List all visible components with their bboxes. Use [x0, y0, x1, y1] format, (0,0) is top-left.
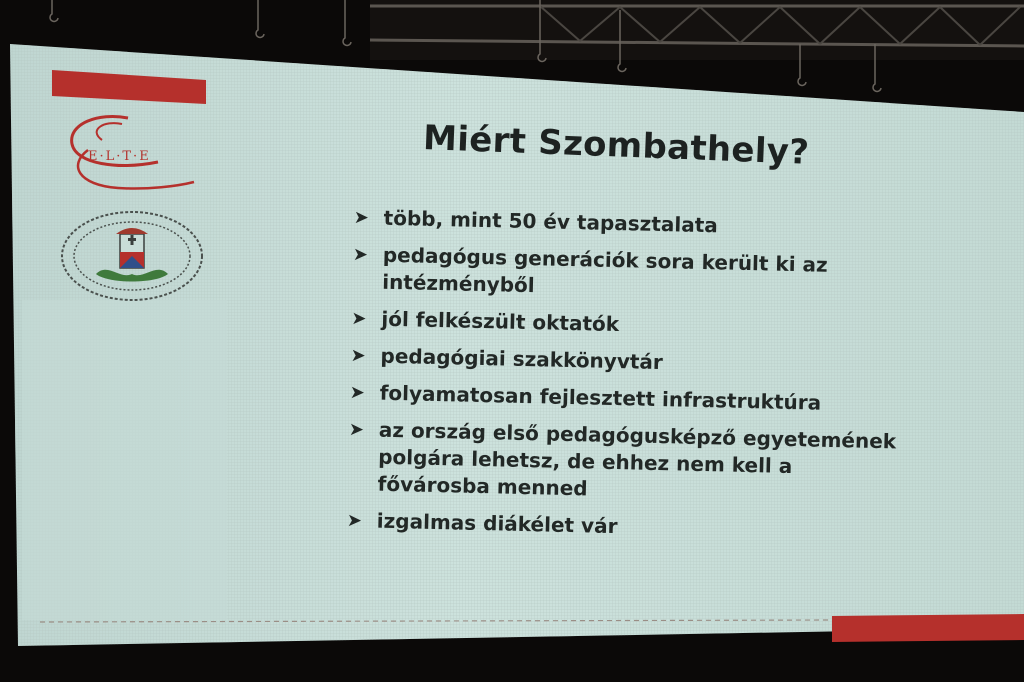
bullet-text: több, mint 50 év tapasztalata: [383, 205, 719, 238]
elte-swirl-logo-icon: [58, 110, 208, 200]
bullet-arrow-icon: ➤: [348, 418, 365, 441]
slide-title: Miért Szombathely?: [422, 118, 810, 173]
list-item: [350, 241, 911, 308]
elte-logo-text: E·L·T·E: [88, 149, 151, 164]
list-item: [345, 416, 907, 510]
bottom-accent-bar: [832, 614, 1024, 642]
bullet-arrow-icon: ➤: [352, 244, 369, 266]
university-seal-icon: [60, 208, 208, 304]
list-item: [349, 305, 909, 345]
bullet-text: jól felkészült oktatók: [381, 306, 620, 337]
bullet-text: pedagógus generációk sora került ki az intézményből: [381, 242, 828, 298]
list-item: [348, 342, 908, 382]
bullet-arrow-icon: ➤: [346, 509, 363, 532]
bullet-text: pedagógiai szakkönyvtár: [380, 343, 664, 375]
bullet-arrow-icon: ➤: [351, 308, 367, 330]
bullet-arrow-icon: ➤: [353, 207, 370, 229]
bullet-arrow-icon: ➤: [350, 345, 366, 367]
bullet-text: izgalmas diákélet vár: [376, 508, 618, 539]
bullet-list: [344, 204, 912, 557]
list-item: [347, 379, 907, 419]
bullet-text: az ország első pedagógusképző egyetemének polgára lehetsz, de ehhez nem kell a fővárosba menned: [377, 417, 897, 501]
bullet-text: folyamatosan fejlesztett infrastruktúra: [379, 380, 822, 415]
bullet-arrow-icon: ➤: [349, 381, 366, 404]
list-item: [345, 507, 905, 547]
